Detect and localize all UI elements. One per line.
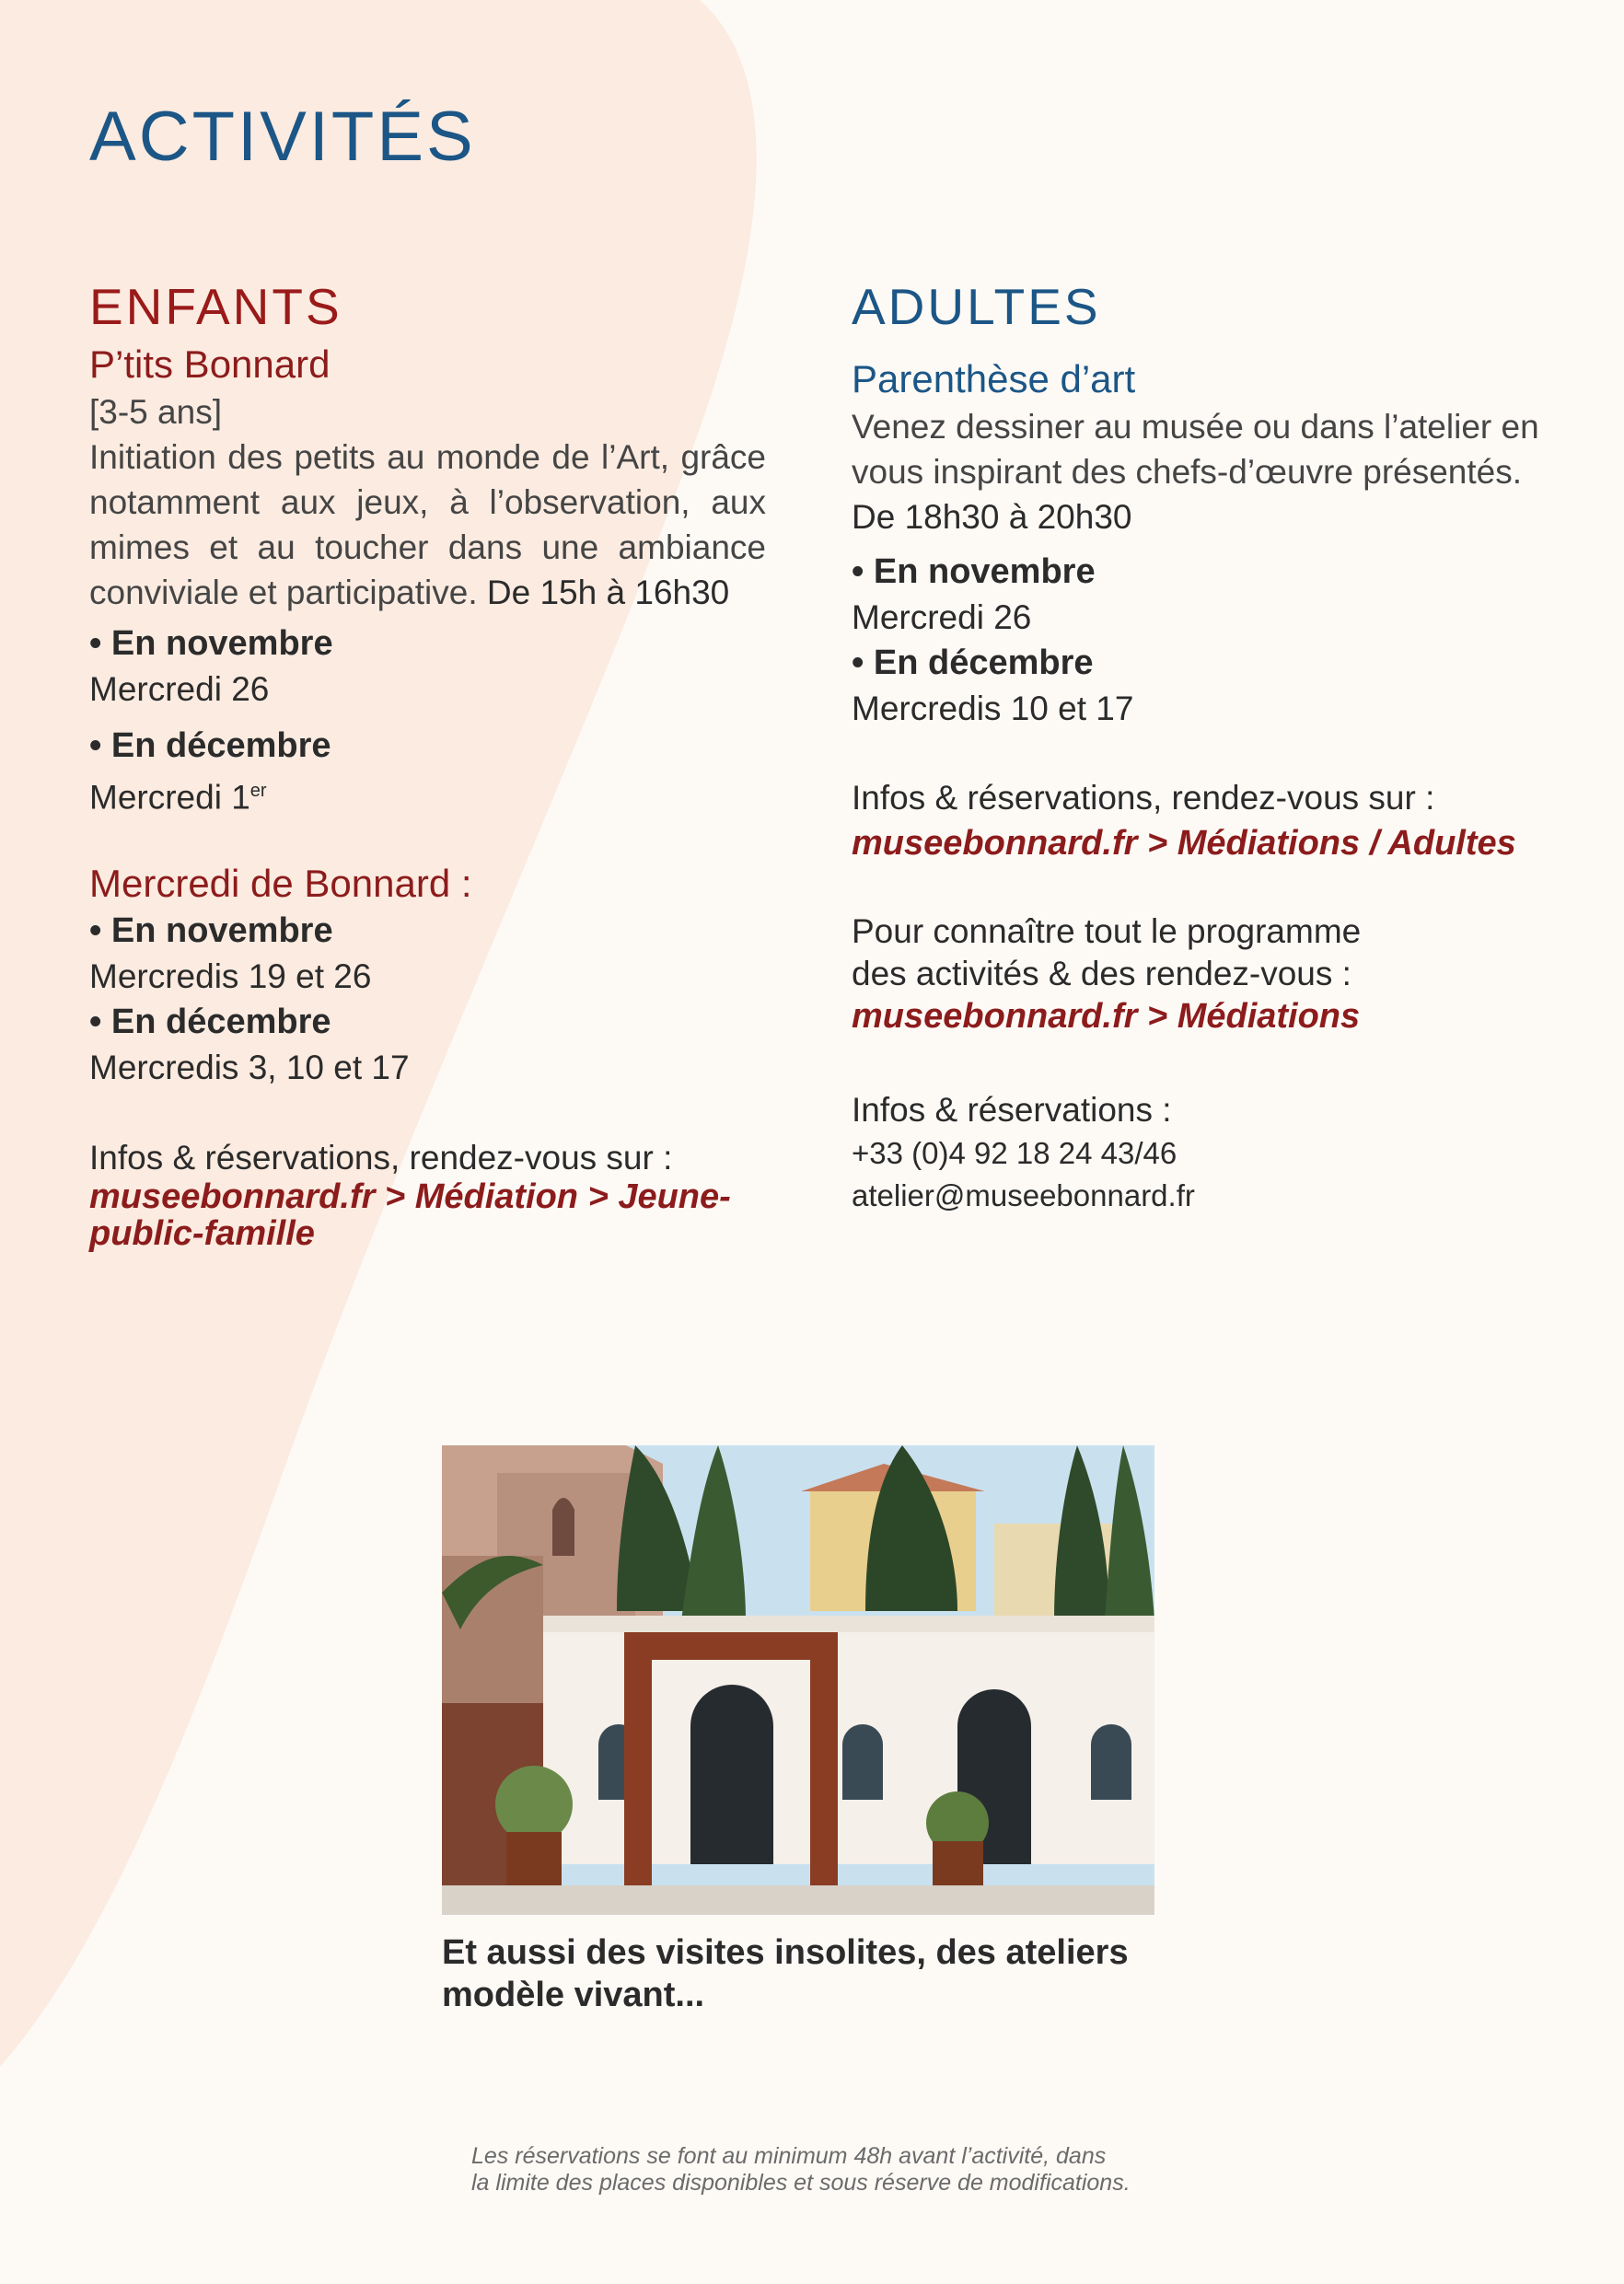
mercredi-nov-label: • En novembre <box>89 911 333 951</box>
ptits-dec-label: • En décembre <box>89 725 331 765</box>
programme-line2: des activités & des rendez-vous : <box>852 954 1351 992</box>
museum-photo <box>442 1445 1154 1915</box>
caption <box>442 1931 1142 2016</box>
mercredi-dec-label: • En décembre <box>89 1003 331 1042</box>
mercredi-dec-dates: Mercredis 3, 10 et 17 <box>89 1049 410 1087</box>
enfants-section <box>89 276 766 1252</box>
museum-illustration <box>442 1445 1154 1915</box>
caption-line2: modèle vivant... <box>442 1976 705 2014</box>
adultes-infos: Infos & réservations, rendez-vous sur : <box>852 778 1435 817</box>
ptits-bonnard-title: P’tits Bonnard <box>89 342 331 386</box>
ptits-nov-label: • En novembre <box>89 623 333 663</box>
ptits-dec-sup: er <box>249 780 267 801</box>
programme-line1: Pour connaître tout le programme <box>852 911 1362 950</box>
ptits-age: [3-5 ans] <box>89 392 222 431</box>
contact-title: Infos & réservations : <box>852 1090 1172 1129</box>
mercredi-title: Mercredi de Bonnard : <box>89 861 472 905</box>
ptits-dec-dates <box>89 769 766 819</box>
enfants-title: ENFANTS <box>89 278 342 335</box>
ptits-description <box>89 435 766 615</box>
enfants-link-line1[interactable]: museebonnard.fr > Médiation > Jeune- <box>89 1177 731 1217</box>
mercredi-nov-dates: Mercredis 19 et 26 <box>89 957 372 996</box>
footnote <box>471 2143 1153 2197</box>
enfants-infos: Infos & réservations, rendez-vous sur : <box>89 1139 673 1177</box>
adultes-section <box>852 276 1551 1217</box>
parenthese-dec-label: • En décembre <box>852 643 1094 682</box>
parenthese-nov-dates: Mercredi 26 <box>852 597 1032 636</box>
parenthese-dec-dates: Mercredis 10 et 17 <box>852 689 1134 727</box>
programme-link[interactable]: museebonnard.fr > Médiations <box>852 996 1361 1036</box>
page-title: ACTIVITÉS <box>89 98 476 176</box>
contact-phone: +33 (0)4 92 18 24 43/46 <box>852 1135 1177 1170</box>
adultes-link[interactable]: museebonnard.fr > Médiations / Adultes <box>852 823 1516 863</box>
enfants-link-line2[interactable]: public-famille <box>89 1214 315 1254</box>
parenthese-description: Venez dessiner au musée ou dans l’atelier en vous inspirant des chefs-d’œuvre présentés. <box>852 407 1539 491</box>
footnote-line2: la limite des places disponibles et sous réserve de modifications. <box>471 2170 1131 2196</box>
ptits-nov-dates: Mercredi 26 <box>89 669 270 708</box>
ptits-hours: De 15h à 16h30 <box>486 573 730 611</box>
parenthese-title: Parenthèse d’art <box>852 357 1136 400</box>
parenthese-nov-label: • En novembre <box>852 551 1096 591</box>
ptits-description-text: Initiation des petits au monde de l’Art, grâce notamment aux jeux, à l’observation, aux mimes et au toucher dans une ambiance conviviale et participative. <box>89 437 766 611</box>
caption-line1: Et aussi des visites insolites, des ateliers <box>442 1933 1129 1972</box>
adultes-title: ADULTES <box>852 278 1101 335</box>
contact-email: atelier@museebonnard.fr <box>852 1177 1195 1212</box>
ptits-dec-date: Mercredi 1 <box>89 777 250 816</box>
parenthese-hours: De 18h30 à 20h30 <box>852 497 1132 536</box>
footnote-line1: Les réservations se font au minimum 48h avant l’activité, dans <box>471 2143 1107 2169</box>
